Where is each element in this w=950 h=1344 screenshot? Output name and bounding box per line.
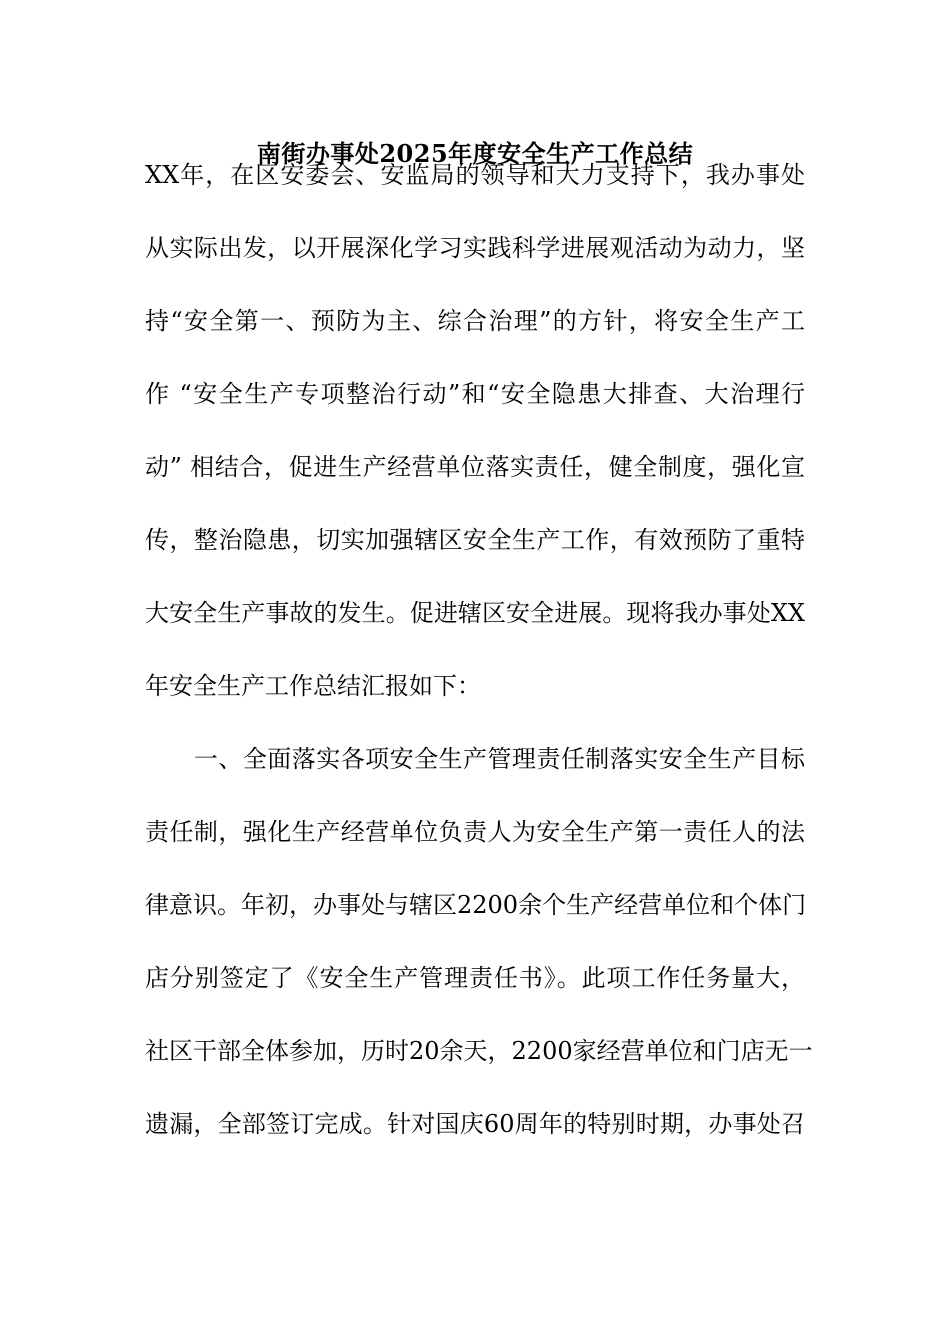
document-title: 南街办事处2025年度安全生产工作总结 [256, 139, 694, 168]
paragraph-line: 一、全面落实各项安全生产管理责任制落实安全生产目标 [145, 745, 805, 773]
paragraph-line: 律意识。年初，办事处与辖区2200余个生产经营单位和个体门 [145, 891, 807, 919]
paragraph-line: 年安全生产工作总结汇报如下： [145, 672, 481, 700]
paragraph-line: 作 “安全生产专项整治行动”和“安全隐患大排查、大治理行 [145, 380, 805, 408]
paragraph-line: 店分别签定了《安全生产管理责任书》。此项工作任务量大， [145, 964, 805, 992]
paragraph-line: 遗漏，全部签订完成。针对国庆60周年的特别时期，办事处召 [145, 1110, 805, 1138]
paragraph-line: 从实际出发，以开展深化学习实践科学进展观活动为动力，坚 [145, 234, 805, 262]
paragraph-line: 社区干部全体参加，历时20余天，2200家经营单位和门店无一 [145, 1037, 813, 1065]
paragraph-line: 传，整治隐患，切实加强辖区安全生产工作，有效预防了重特 [145, 526, 805, 554]
paragraph-line: 责任制，强化生产经营单位负责人为安全生产第一责任人的法 [145, 818, 805, 846]
paragraph-line: XX年，在区安委会、安监局的领导和大力支持下，我办事处 [145, 161, 805, 189]
paragraph-line: 动” 相结合，促进生产经营单位落实责任，健全制度，强化宣 [145, 453, 805, 481]
paragraph-line: 大安全生产事故的发生。促进辖区安全进展。现将我办事处XX [145, 599, 805, 627]
paragraph-line: 持“安全第一、预防为主、综合治理”的方针，将安全生产工 [145, 307, 805, 335]
